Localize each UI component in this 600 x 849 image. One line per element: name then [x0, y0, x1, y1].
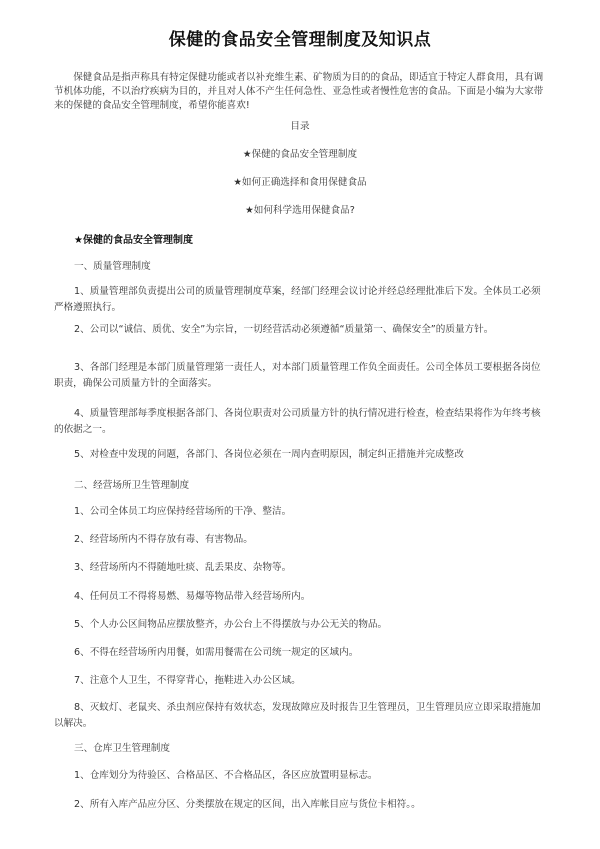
toc-label: 目录 — [290, 121, 310, 132]
list-item: 2、经营场所内不得存放有毒、有害物品。 — [74, 534, 253, 545]
list-item: 1、质量管理部负责提出公司的质量管理制度草案，经部门经理会议讨论并经总经理批准后下发。全体员工必须严格遵照执行。 — [54, 286, 541, 313]
list-item: 3、各部门经理是本部门质量管理第一责任人，对本部门质量管理工作负全面责任。公司全体员工要根据各岗位职责，确保公司质量方针的全面落实。 — [54, 362, 541, 389]
toc-item[interactable]: ★保健的食品安全管理制度 — [242, 149, 358, 160]
list-item: 2、公司以“诚信、质优、安全”为宗旨，一切经营活动必须遵循“质量第一、确保安全”的质量方针。 — [74, 324, 494, 335]
list-item: 7、注意个人卫生，不得穿背心，拖鞋进入办公区域。 — [74, 675, 301, 686]
list-item: 8、灭蚊灯、老鼠夹、杀虫剂应保持有效状态，发现故障应及时报告卫生管理员，卫生管理员应立即采取措施加以解决。 — [54, 702, 541, 729]
list-item: 5、个人办公区间物品应摆放整齐，办公台上不得摆放与办公无关的物品。 — [74, 619, 388, 630]
toc-item[interactable]: ★如何正确选择和食用保健食品 — [233, 177, 367, 188]
section-heading: ★保健的食品安全管理制度 — [74, 235, 193, 246]
document-title: 保健的食品安全管理制度及知识点 — [168, 30, 432, 50]
subsection-heading: 三、仓库卫生管理制度 — [74, 743, 170, 754]
list-item: 2、所有入库产品应分区、分类摆放在规定的区间，出入库帐目应与货位卡相符。。 — [74, 799, 421, 810]
intro-paragraph: 保健食品是指声称具有特定保健功能或者以补充维生素、矿物质为目的的食品，即适宜于特定人群食用，具有调节机体功能，不以治疗疾病为目的，并且对人体不产生任何急性、亚急性或者慢性危害的食品。下面是小编为大家带来的保健的食品安全管理制度，希望你能喜欢! — [54, 72, 544, 111]
list-item: 1、仓库划分为待验区、合格品区、不合格品区，各区应放置明显标志。 — [74, 770, 378, 781]
list-item: 6、不得在经营场所内用餐，如需用餐需在公司统一规定的区域内。 — [74, 647, 359, 658]
toc-item[interactable]: ★如何科学选用保健食品? — [245, 205, 355, 216]
list-item: 5、对检查中发现的问题，各部门、各岗位必须在一周内查明原因，制定纠正措施并完成整改 — [74, 449, 464, 460]
list-item: 3、经营场所内不得随地吐痰、乱丢果皮、杂物等。 — [74, 562, 292, 573]
subsection-heading: 一、质量管理制度 — [74, 261, 151, 272]
list-item: 4、任何员工不得将易燃、易爆等物品带入经营场所内。 — [74, 591, 311, 602]
subsection-heading: 二、经营场所卫生管理制度 — [74, 480, 190, 491]
list-item: 4、质量管理部每季度根据各部门、各岗位职责对公司质量方针的执行情况进行检查，检查结果将作为年终考核的依据之一。 — [54, 408, 541, 435]
list-item: 1、公司全体员工均应保持经营场所的干净、整洁。 — [74, 506, 292, 517]
